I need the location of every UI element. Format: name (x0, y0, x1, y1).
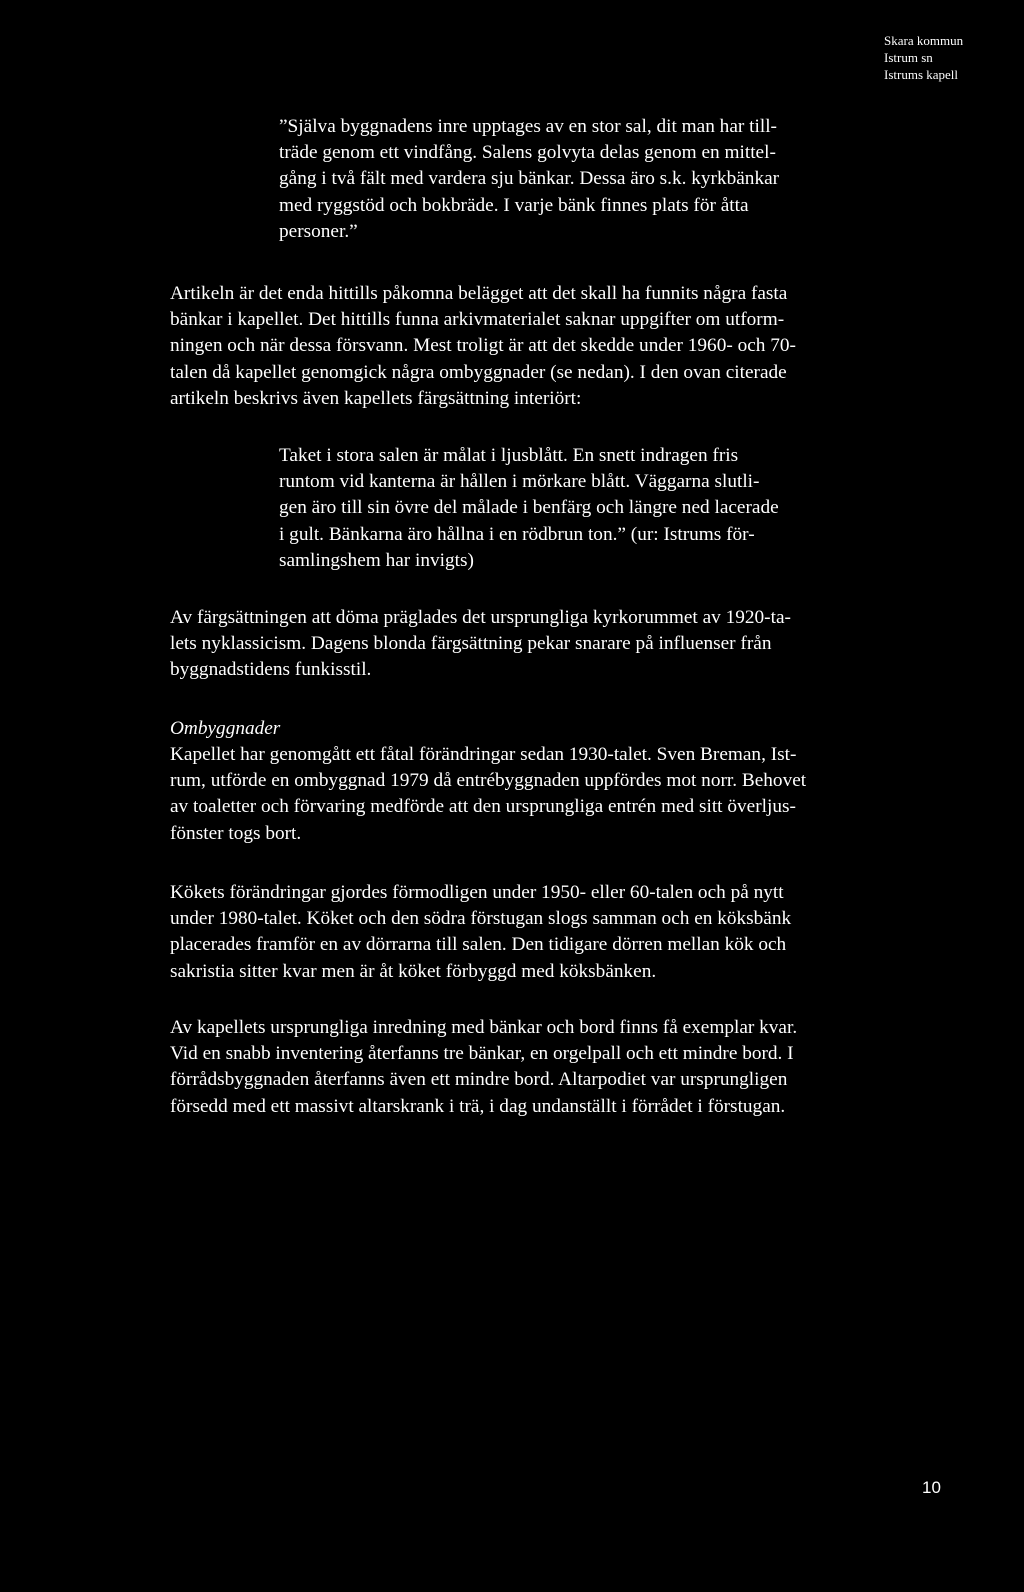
section-heading: Ombyggnader (170, 718, 281, 739)
paragraph-line: ningen och när dessa försvann. Mest troligt är att det skedde under 1960- och 70- (170, 335, 796, 357)
header-municipality: Skara kommun (884, 33, 964, 48)
paragraph-line: försedd med ett massivt altarskrank i trä, i dag undanställt i förrådet i förstugan. (170, 1095, 786, 1117)
paragraph-line: sakristia sitter kvar men är åt köket förbyggd med köksbänken. (170, 960, 657, 982)
paragraph-line: artikeln beskrivs även kapellets färgsättning interiört: (170, 387, 582, 409)
paragraph-line: av toaletter och förvaring medförde att den ursprungliga entrén med sitt överljus- (170, 796, 796, 818)
paragraph-line: talen då kapellet genomgick några ombyggnader (se nedan). I den ovan citerade (170, 361, 787, 383)
paragraph-line: Kökets förändringar gjordes förmodligen under 1950- eller 60-talen och på nytt (170, 882, 784, 903)
header-chapel: Istrums kapell (884, 67, 959, 82)
paragraph-line: lets nyklassicism. Dagens blonda färgsättning pekar snarare på influenser från (170, 633, 772, 655)
paragraph-line: förrådsbyggnaden återfanns även ett mindre bord. Altarpodiet var ursprungligen (170, 1069, 788, 1091)
quote-line: samlingshem har invigts) (279, 549, 474, 571)
paragraph-line: bänkar i kapellet. Det hittills funna arkivmaterialet saknar uppgifter om utform- (170, 309, 785, 331)
paragraph-renovations (170, 742, 806, 847)
paragraph-line: Kapellet har genomgått ett fåtal förändringar sedan 1930-talet. Sven Breman, Ist- (170, 744, 797, 765)
block-quote-interior (279, 114, 779, 245)
paragraph-line: Vid en snabb inventering återfanns tre bänkar, en orgelpall och ett mindre bord. I (170, 1043, 794, 1065)
paragraph-line: Av färgsättningen att döma präglades det ursprungliga kyrkorummet av 1920-ta- (170, 607, 791, 628)
paragraph-line: rum, utförde en ombyggnad 1979 då entrébyggnaden uppfördes mot norr. Behovet (170, 770, 807, 792)
paragraph-furnishings (170, 1015, 797, 1120)
paragraph-line: under 1980-talet. Köket och den södra förstugan slogs samman och en köksbänk (170, 908, 792, 930)
page-header (884, 32, 994, 83)
paragraph-line: fönster togs bort. (170, 822, 302, 844)
quote-line: med ryggstöd och bokbräde. I varje bänk finnes plats för åtta (279, 194, 749, 216)
block-quote-colors (279, 443, 779, 574)
paragraph-line: placerades framför en av dörrarna till salen. Den tidigare dörren mellan kök och (170, 934, 787, 956)
quote-line: träde genom ett vindfång. Salens golvyta delas genom en mittel- (279, 142, 776, 164)
page-number: 10 (922, 1478, 941, 1497)
quote-line: personer.” (279, 220, 358, 242)
paragraph-article (170, 281, 796, 412)
quote-line: i gult. Bänkarna äro hållna i en rödbrun ton.” (ur: Istrums för- (279, 523, 755, 545)
header-parish: Istrum sn (884, 50, 933, 65)
quote-line: gen äro till sin övre del målade i benfärg och längre ned lacerade (279, 497, 779, 519)
quote-line: runtom vid kanterna är hållen i mörkare blått. Väggarna slutli- (279, 471, 760, 493)
quote-line: gång i två fält med vardera sju bänkar. Dessa äro s.k. kyrkbänkar (279, 168, 780, 190)
paragraph-line: Av kapellets ursprungliga inredning med bänkar och bord finns få exemplar kvar. (170, 1017, 798, 1038)
paragraph-color-scheme (170, 605, 791, 684)
paragraph-line: byggnadstidens funkisstil. (170, 659, 372, 681)
paragraph-line: Artikeln är det enda hittills påkomna belägget att det skall ha funnits några fasta (170, 283, 788, 304)
paragraph-kitchen (170, 880, 791, 985)
quote-line: Taket i stora salen är målat i ljusblått. En snett indragen fris (279, 445, 739, 466)
quote-line: ”Själva byggnadens inre upptages av en stor sal, dit man har till- (279, 116, 777, 137)
